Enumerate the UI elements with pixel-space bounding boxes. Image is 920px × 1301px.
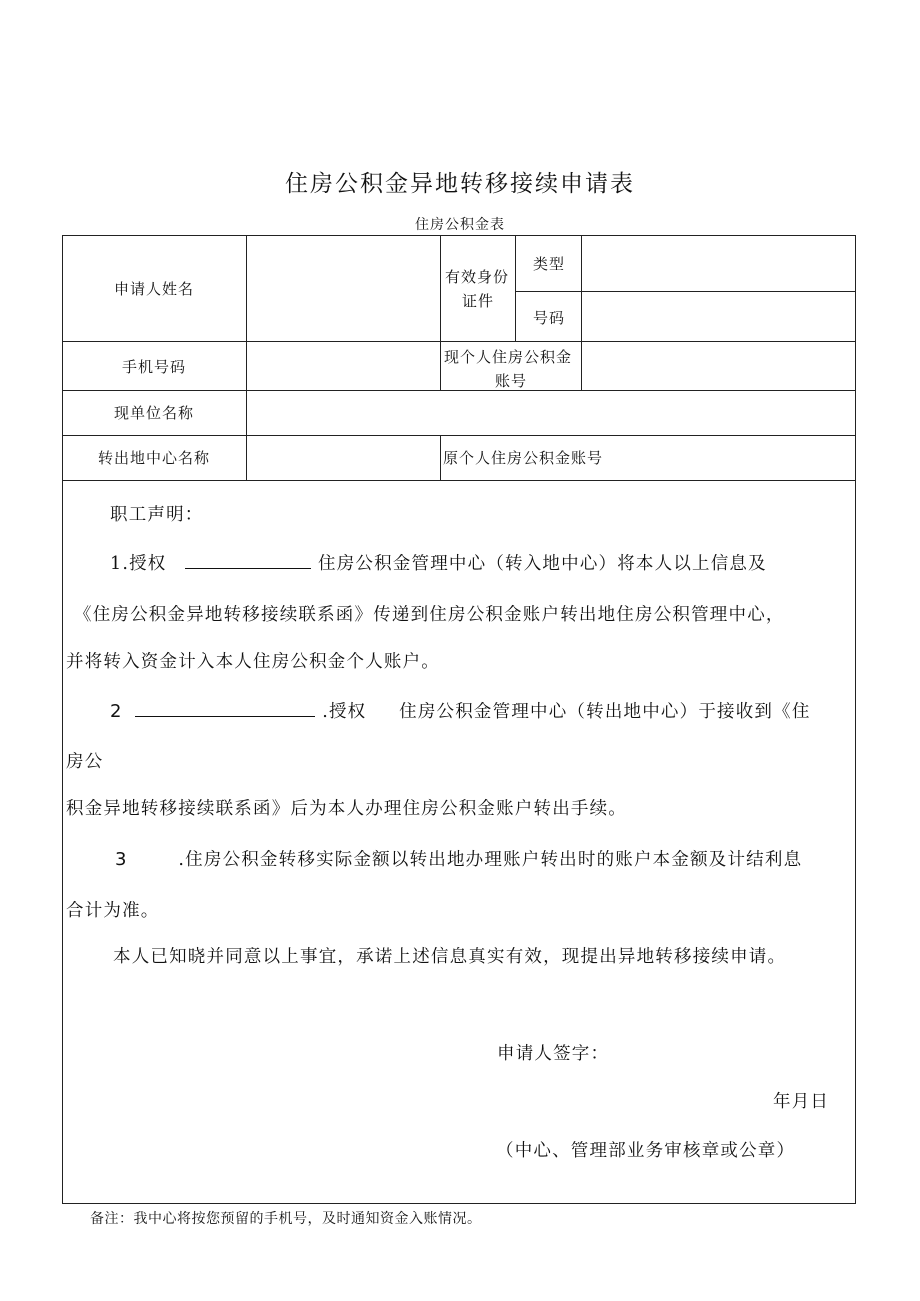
page-subtitle: 住房公积金表 [415,217,505,233]
applicant-name-label: 申请人姓名 [113,280,194,298]
id-document-label-cont: 证件 [462,292,495,310]
id-number-label: 号码 [533,309,566,327]
id-document-label: 有效身份 [445,268,510,286]
declaration-item-2 [110,700,811,724]
seal-label: （中心、管理部业务审核章或公章） [496,1141,796,1161]
footnote: 备注：我中心将按您预留的手机号，及时通知资金入账情况。 [90,1211,482,1227]
applicant-name-field[interactable] [247,236,440,341]
item3-number: 3 [115,849,128,870]
page-title: 住房公积金异地转移接续申请表 [285,171,635,197]
row-divider [62,480,856,481]
id-type-field[interactable] [582,236,855,291]
employer-field[interactable] [247,391,855,435]
original-account-label: 原个人住房公积金账号 [443,449,604,467]
declaration-item-2-line3: 积金异地转移接续联系函》后为本人办理住房公积金账户转出手续。 [66,799,627,819]
current-account-label: 现个人住房公积金 [444,348,573,366]
col-divider [440,235,441,390]
transfer-out-center-field[interactable] [247,436,440,480]
signature-label: 申请人签字： [497,1044,610,1064]
date-label: 年月日 [773,1092,830,1112]
transfer-out-center-blank[interactable] [135,700,315,717]
item2-number: 2 [110,701,123,722]
transfer-out-center-label: 转出地中心名称 [97,449,210,467]
consent-statement: 本人已知晓并同意以上事宜，承诺上述信息真实有效，现提出异地转移接续申请。 [113,947,787,967]
transfer-in-center-blank[interactable] [185,552,311,569]
row-divider [62,435,856,436]
col-divider [440,435,441,480]
declaration-item-1-line2: 《住房公积金异地转移接续联系函》传递到住房公积金账户转出地住房公积管理中心， [74,605,785,625]
phone-label: 手机号码 [121,358,186,376]
current-account-field[interactable] [582,342,855,390]
item3-text: .住房公积金转移实际金额以转出地办理账户转出时的账户本金额及计结利息 [178,850,803,870]
declaration-item-2-line2: 房公 [66,752,104,772]
item2-suffix: 住房公积金管理中心（转出地中心）于接收到《住 [399,702,811,722]
declaration-item-1 [110,552,767,576]
item1-prefix: 1.授权 [110,554,167,574]
declaration-heading: 职工声明： [110,505,204,525]
declaration-item-1-line3: 并将转入资金计入本人住房公积金个人账户。 [66,652,440,672]
current-account-label-cont: 账号 [495,372,528,390]
id-number-field[interactable] [582,292,855,341]
col-divider [515,235,516,341]
phone-field[interactable] [247,342,440,390]
signature-field[interactable] [610,1040,840,1068]
declaration-item-3 [115,848,802,872]
item2-mid: .授权 [322,702,367,722]
id-type-label: 类型 [533,255,566,273]
declaration-item-3-line2: 合计为准。 [66,901,160,921]
item1-suffix: 住房公积金管理中心（转入地中心）将本人以上信息及 [318,554,767,574]
employer-label: 现单位名称 [113,404,194,422]
